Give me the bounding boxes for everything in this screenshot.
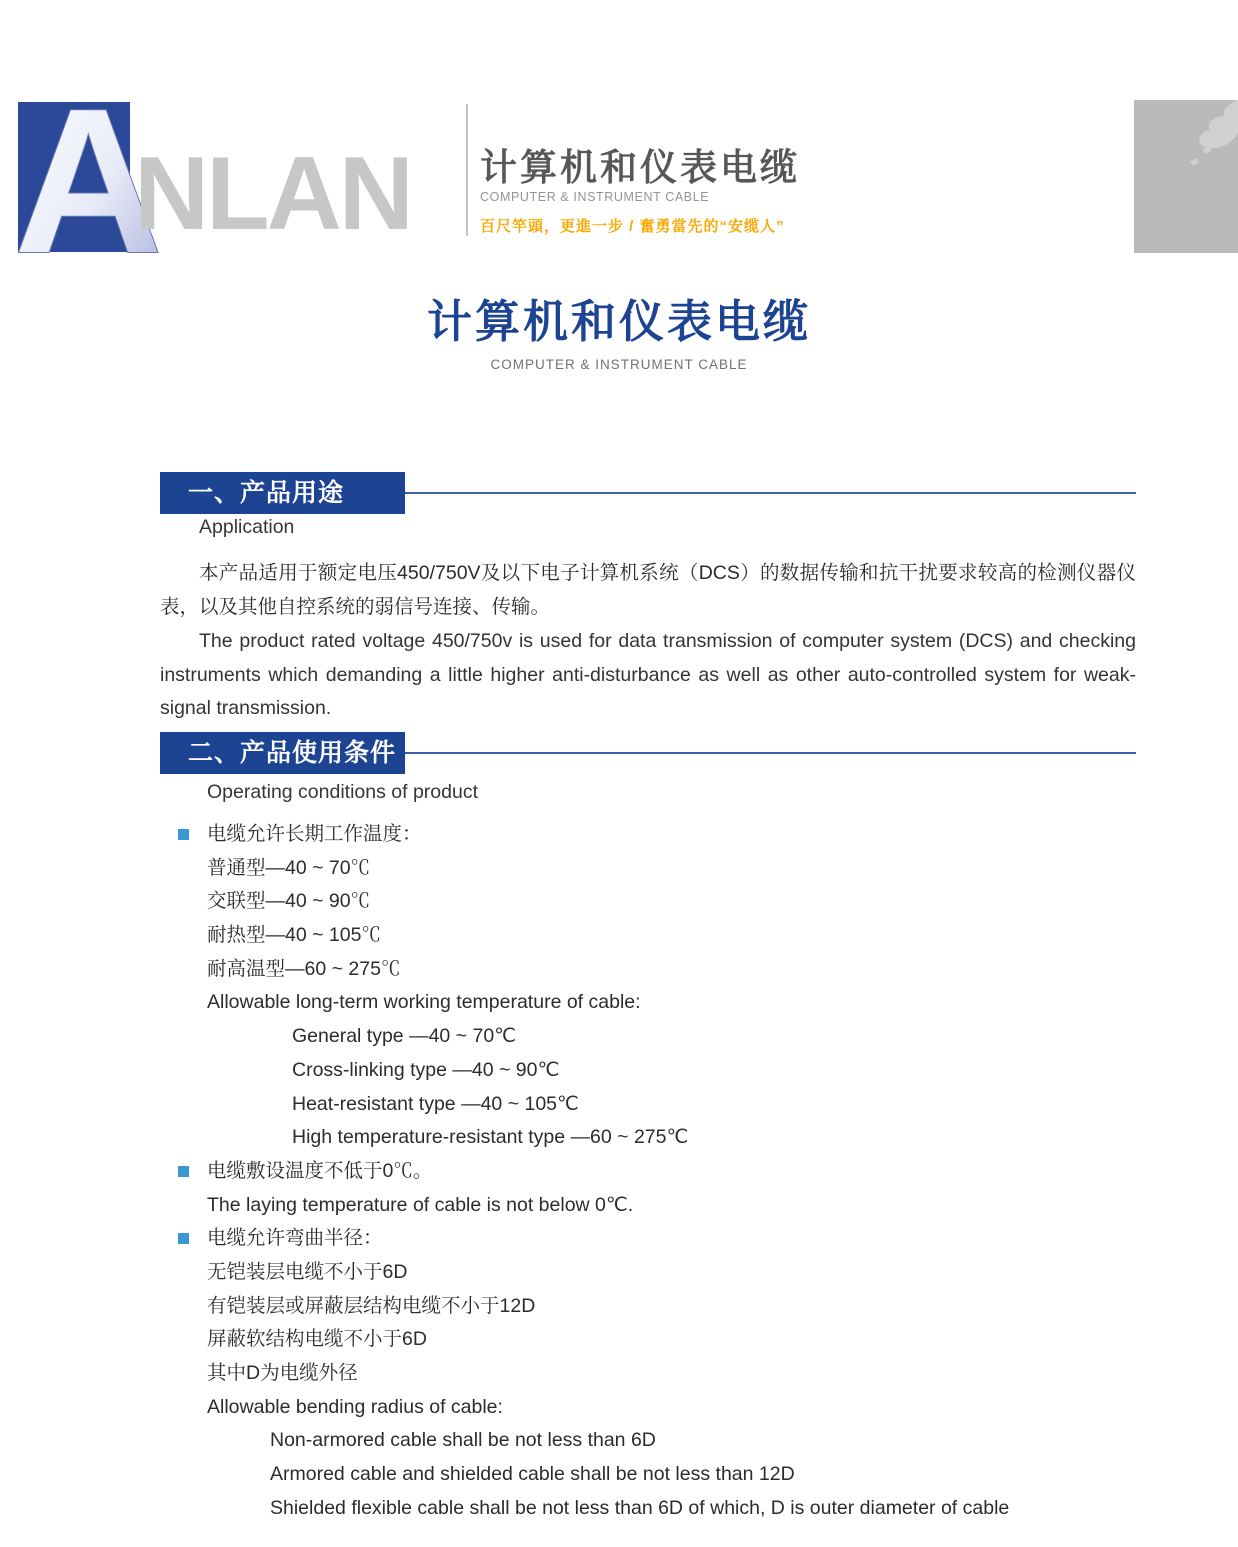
list-item: [160, 1088, 1160, 1122]
list-item-text: Allowable long-term working temperature of cable:: [207, 991, 641, 1014]
section-1-heading: 一、产品用途: [160, 472, 405, 514]
list-item: [160, 1492, 1160, 1526]
list-item-text: Heat-resistant type —40 ~ 105℃: [292, 1092, 579, 1115]
list-item: [160, 1458, 1160, 1492]
section-2-rule: [405, 752, 1136, 754]
list-item-text: 其中D为电缆外径: [207, 1362, 358, 1384]
bullet-square-icon: [178, 1233, 189, 1244]
section-2-subheading: Operating conditions of product: [207, 781, 479, 803]
leaf-icon: [1172, 100, 1238, 206]
list-item-text: 普通型—40 ~ 70℃: [207, 856, 371, 879]
list-item: [160, 1424, 1160, 1458]
list-item-text: 电缆允许弯曲半径：: [207, 1227, 383, 1250]
list-item-text: 电缆敷设温度不低于0℃。: [207, 1159, 433, 1182]
list-item: [160, 818, 1160, 852]
list-item-text: Allowable bending radius of cable:: [207, 1395, 503, 1418]
list-item: [160, 1256, 1160, 1290]
list-item: [160, 919, 1160, 953]
page-subtitle: COMPUTER & INSTRUMENT CABLE: [490, 357, 748, 372]
list-item-text: Shielded flexible cable shall be not less than 6D of which, D is outer diameter of cable: [270, 1496, 1010, 1519]
header-divider: [466, 104, 468, 236]
section-2-heading: 二、产品使用条件: [160, 732, 405, 774]
list-item: [160, 1323, 1160, 1357]
list-item: [160, 986, 1160, 1020]
list-item-text: 屏蔽软结构电缆不小于6D: [207, 1328, 427, 1351]
bullet-square-icon: [178, 829, 189, 840]
conditions-list: [160, 818, 1160, 1525]
logo-letters-nlan: NLAN: [134, 136, 411, 252]
logo-letter-a: A: [14, 66, 163, 296]
list-item: [160, 885, 1160, 919]
list-item: [160, 1155, 1160, 1189]
list-item: [160, 1054, 1160, 1088]
application-paragraph-en: The product rated voltage 450/750v is used for data transmission of computer system (DCS) and checking instruments which demanding a little higher anti-disturbance as well as other auto-controlled system for weak-signal transmission.: [160, 630, 1136, 720]
list-item-text: 无铠装层电缆不小于6D: [207, 1260, 408, 1283]
list-item-text: 有铠装层或屏蔽层结构电缆不小于12D: [207, 1294, 536, 1317]
page-title-block: [0, 297, 1238, 372]
header-product-title-en: COMPUTER & INSTRUMENT CABLE: [480, 190, 710, 204]
list-item: [160, 1391, 1160, 1425]
list-item-text: Cross-linking type —40 ~ 90℃: [292, 1058, 560, 1081]
list-item-text: 交联型—40 ~ 90℃: [207, 890, 371, 913]
list-item: [160, 852, 1160, 886]
header-product-title-cn: 计算机和仪表电缆: [480, 147, 800, 188]
application-paragraph-cn: 本产品适用于额定电压450/750V及以下电子计算机系统（DCS）的数据传输和抗干扰要求较高的检测仪器仪表，以及其他自控系统的弱信号连接、传输。: [160, 562, 1136, 618]
list-item-text: High temperature-resistant type —60 ~ 275℃: [292, 1126, 689, 1149]
section-1-header-row: [160, 472, 1136, 514]
bullet-square-icon: [178, 1166, 189, 1177]
list-item-text: Armored cable and shielded cable shall be not less than 12D: [270, 1463, 795, 1486]
section-1-subheading: Application: [199, 516, 295, 538]
list-item-text: General type —40 ~ 70℃: [292, 1025, 517, 1048]
list-item: [160, 1222, 1160, 1256]
list-item: [160, 953, 1160, 987]
section-1-rule: [405, 492, 1136, 494]
section-2-header-row: [160, 732, 1136, 774]
header-slogan: 百尺竿頭，更進一步 / 奮勇當先的“安缆人”: [480, 218, 785, 235]
list-item-text: 耐热型—40 ~ 105℃: [207, 924, 381, 947]
list-item: [160, 1121, 1160, 1155]
list-item: [160, 1357, 1160, 1391]
list-item-text: 耐高温型—60 ~ 275℃: [207, 957, 401, 980]
list-item-text: 电缆允许长期工作温度：: [207, 823, 422, 845]
page-title: 计算机和仪表电缆: [426, 296, 811, 347]
header-title-block: [480, 146, 800, 236]
corner-photo-box: [1134, 100, 1238, 253]
list-item: [160, 1020, 1160, 1054]
list-item-text: Non-armored cable shall be not less than 6D: [270, 1429, 656, 1452]
list-item: [160, 1189, 1160, 1223]
list-item: [160, 1290, 1160, 1324]
list-item-text: The laying temperature of cable is not below 0℃.: [207, 1193, 634, 1216]
